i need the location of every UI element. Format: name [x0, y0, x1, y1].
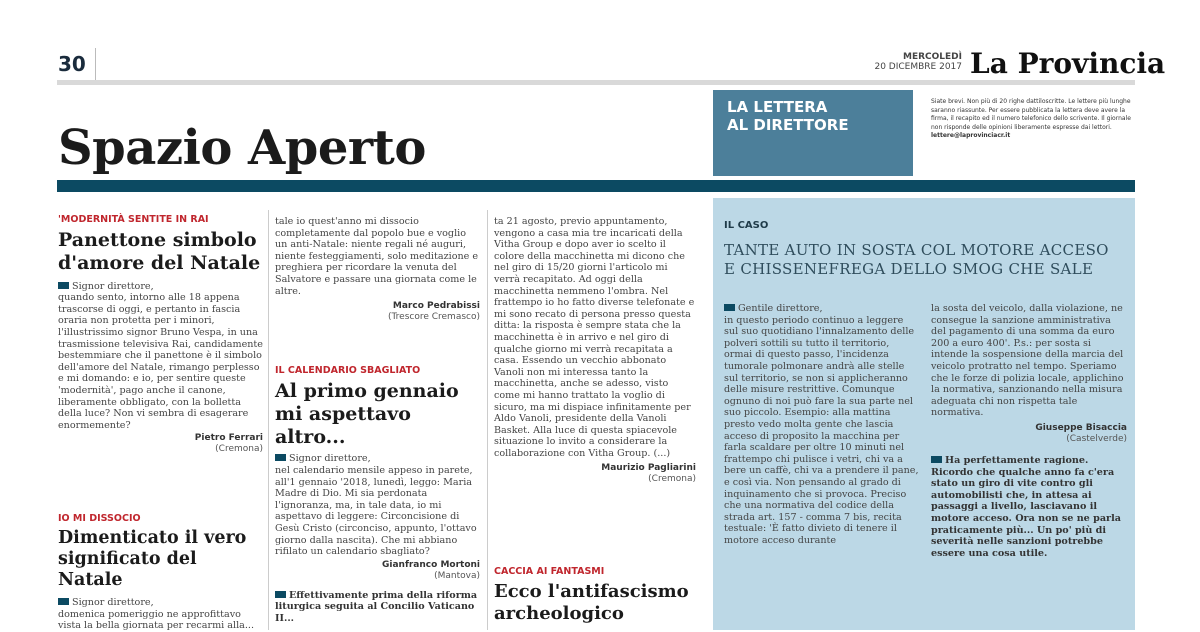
author-name: Marco Pedrabissi: [392, 301, 480, 312]
article-text: tale io quest'anno mi dissocio completamente dal popolo bue e voglio un anti-Natale: niente regali né auguri, niente festeggiamenti, solo meditazione e preghiera per ricordare la venuta del Salvatore e passare una giornata come le altre.: [275, 216, 479, 297]
article-salutation: Signor direttore,: [72, 280, 154, 292]
article-text: nel calendario mensile appeso in parete, all'1 gennaio '2018, lunedì, leggo: Maria Madre di Dio. Mi sia perdonata l'ignoranza, ma, in tale data, io mi aspettavo di leggere: Circoncisione di Gesù Cristo (circonciso, appunto, l'ottavo giorno dalla nascita). Che mi abbiano rifilato un calendario sbagliato?: [275, 464, 477, 558]
letter-box-title-2: AL DIRETTORE: [727, 116, 849, 134]
caso-kicker: IL CASO: [724, 220, 769, 231]
article-headline[interactable]: Dimenticato il vero significato del Natale: [58, 528, 247, 590]
header-divider: [95, 48, 96, 80]
article-salutation: Signor direttore,: [289, 453, 371, 465]
header-rule: [57, 80, 1135, 85]
article-kicker: 'MODERNITÀ SENTITE IN RAI: [58, 214, 209, 225]
article-dissocio: [58, 513, 263, 632]
article-signature: [494, 463, 696, 485]
author-place: (Trescore Cremasco): [387, 312, 480, 323]
date-day: MERCOLEDÌ: [903, 52, 962, 62]
article-kicker: IO MI DISSOCIO: [58, 513, 141, 524]
letter-email[interactable]: lettere@laprovinciacr.it: [931, 132, 1011, 140]
caso-signature: [931, 423, 1127, 445]
section-title: Spazio Aperto: [58, 120, 426, 176]
article-vanoli: [494, 216, 696, 485]
article-text: domenica pomeriggio ne approfittavo vista la bella giornata per recarmi alla...: [58, 608, 255, 632]
author-name: Pietro Ferrari: [194, 433, 263, 444]
reply-marker-icon: [931, 456, 942, 463]
article-text: ta 21 agosto, previo appuntamento, vengono a casa mia tre incaricati della Vitha Group e dopo aver io scelto il colore della macchinetta mi dicono che nel giro di 15/20 giorni l'articolo mi verrà recapitato. Ad oggi della macchinetta nemmeno l'ombra. Nel frattempo io ho fatto diverse telefonate e mi sono recato di persona presso questa ditta: la risposta è sempre stata che la macchinetta è in arrivo e nel giro di qualche giorno mi verrà recapitata a casa. Essendo un vecchio abbonato Vanoli non mi interessa tanto la macchinetta, anche se adesso, visto come mi hanno trattato la voglio di sicuro, ma mi dispiace infinitamente per Aldo Vanoli, presidente della Vanoli Basket. Alla luce di questa spiacevole situazione lo invito a considerare la collaborazione con Vitha Group. (...): [494, 216, 695, 459]
letter-marker-icon: [58, 598, 69, 605]
author-name: Giuseppe Bisaccia: [1035, 422, 1127, 433]
article-signature: [58, 433, 263, 455]
article-calendario: [275, 365, 480, 625]
author-name: Gianfranco Mortoni: [382, 559, 480, 570]
article-fantasmi: [494, 566, 696, 624]
caso-body: [724, 303, 920, 546]
dateline: [872, 52, 962, 72]
letter-marker-icon: [275, 454, 286, 461]
masthead-logo[interactable]: La Provincia: [970, 47, 1166, 80]
column-divider: [487, 210, 488, 630]
caso-text-right: la sosta del veicolo, dalla violazione, ne consegue la sanzione amministrativa del pagamento di una somma da euro 200 a euro 400'. P.s.: per sosta si intende la sospensione della marcia del veicolo protratto nel tempo. Speriamo che le forze di polizia locale, applichino la normativa, sanzionando nella misura adeguata chi non rispetta tale normativa.: [931, 303, 1124, 419]
reply-marker-icon: [275, 591, 286, 598]
editor-reply-text: Effettivamente prima della riforma liturgica seguita al Concilio Vaticano II...: [275, 589, 478, 624]
letter-marker-icon: [58, 282, 69, 289]
section-band: [57, 180, 1135, 192]
author-place: (Castelverde): [1066, 433, 1127, 444]
article-kicker: CACCIA AI FANTASMI: [494, 566, 605, 577]
date-full: 20 DICEMBRE 2017: [874, 62, 962, 72]
article-headline[interactable]: Ecco l'antifascismo archeologico: [494, 581, 689, 624]
article-headline[interactable]: Al primo gennaio mi aspettavo altro...: [275, 380, 459, 448]
article-dissocio-continued: [275, 216, 480, 323]
letter-to-editor-box: [713, 90, 913, 176]
article-body: [58, 597, 263, 632]
column-divider: [268, 210, 269, 630]
author-name: Maurizio Pagliarini: [601, 463, 696, 474]
article-signature: [275, 560, 480, 582]
page-number: 30: [58, 52, 86, 76]
author-place: (Cremona): [215, 444, 263, 455]
article-salutation: Signor direttore,: [72, 597, 154, 608]
letter-box-title-1: LA LETTERA: [727, 98, 828, 116]
caso-left-column: [724, 303, 920, 546]
article-panettone: [58, 214, 263, 455]
author-place: (Mantova): [434, 570, 480, 581]
article-kicker: IL CALENDARIO SBAGLIATO: [275, 365, 421, 376]
author-place: (Cremona): [648, 474, 696, 485]
article-text: quando sento, intorno alle 18 appena trascorse di oggi, e pertanto in fascia oraria non protetta per i minori, l'illustrissimo signor Bruno Vespa, in una trasmissione televisiva Rai, candidamente bestemmiare che il panettone è il simbolo dell'amore del Natale, rimango perplesso e mi domando: e io, per sentire queste 'modernità', pago anche il canone, liberamente obbligato, con la bolletta della luce? Non vi sembra di esagerare enormemente?: [58, 292, 263, 431]
letter-marker-icon: [724, 304, 735, 311]
editor-reply: [275, 590, 480, 625]
editor-reply: [931, 455, 1127, 559]
article-headline[interactable]: Panettone simbolo d'amore del Natale: [58, 229, 261, 274]
article-body: [58, 281, 263, 432]
article-body: [275, 453, 480, 557]
caso-salutation: Gentile direttore,: [738, 303, 823, 314]
caso-right-column: [931, 303, 1127, 559]
article-signature: [275, 301, 480, 323]
caso-headline[interactable]: TANTE AUTO IN SOSTA COL MOTORE ACCESO E CHISSENEFREGA DELLO SMOG CHE SALE: [724, 241, 1109, 278]
caso-text-left: in questo periodo continuo a leggere sul suo quotidiano l'innalzamento delle polveri sottili su tutto il territorio, ormai di questo passo, l'incidenza tumorale polmonare andrà alle stelle sul territorio, se non si applicheranno delle misure restrittive. Comunque ognuno di noi può fare la sua parte nel suo piccolo. Esempio: alla mattina presto vedo molta gente che lascia acceso di proposito la macchina per farla scaldare per oltre 10 minuti nel frattempo chi pulisce i vetri, chi va a bere un caffè, chi va a prendere il pane, e così via. Non pensando al grado di inquinamento che si provoca. Preciso che una normativa del codice della strada art. 157 - comma 7 bis, recita testuale: 'È fatto divieto di tenere il motore acceso durante: [724, 314, 919, 546]
letter-guidelines: [931, 98, 1131, 141]
editor-reply-text: Ha perfettamente ragione. Ricordo che qualche anno fa c'era stato un giro di vite contro gli automobilisti che, in attesa ai passaggi a livello, lasciavano il motore acceso. Ora non se ne parla praticamente più... Un po' più di severità nelle sanzioni potrebbe essere una cosa utile.: [931, 454, 1121, 559]
letter-guidelines-text: Siate brevi. Non più di 20 righe dattiloscritte. Le lettere più lunghe saranno riassunte. Per essere pubblicata la lettera deve avere la firma, il recapito ed il numero telefonico dello scrivente. Il giornale non risponde delle opinioni liberamente espresse dai lettori.: [931, 98, 1131, 131]
